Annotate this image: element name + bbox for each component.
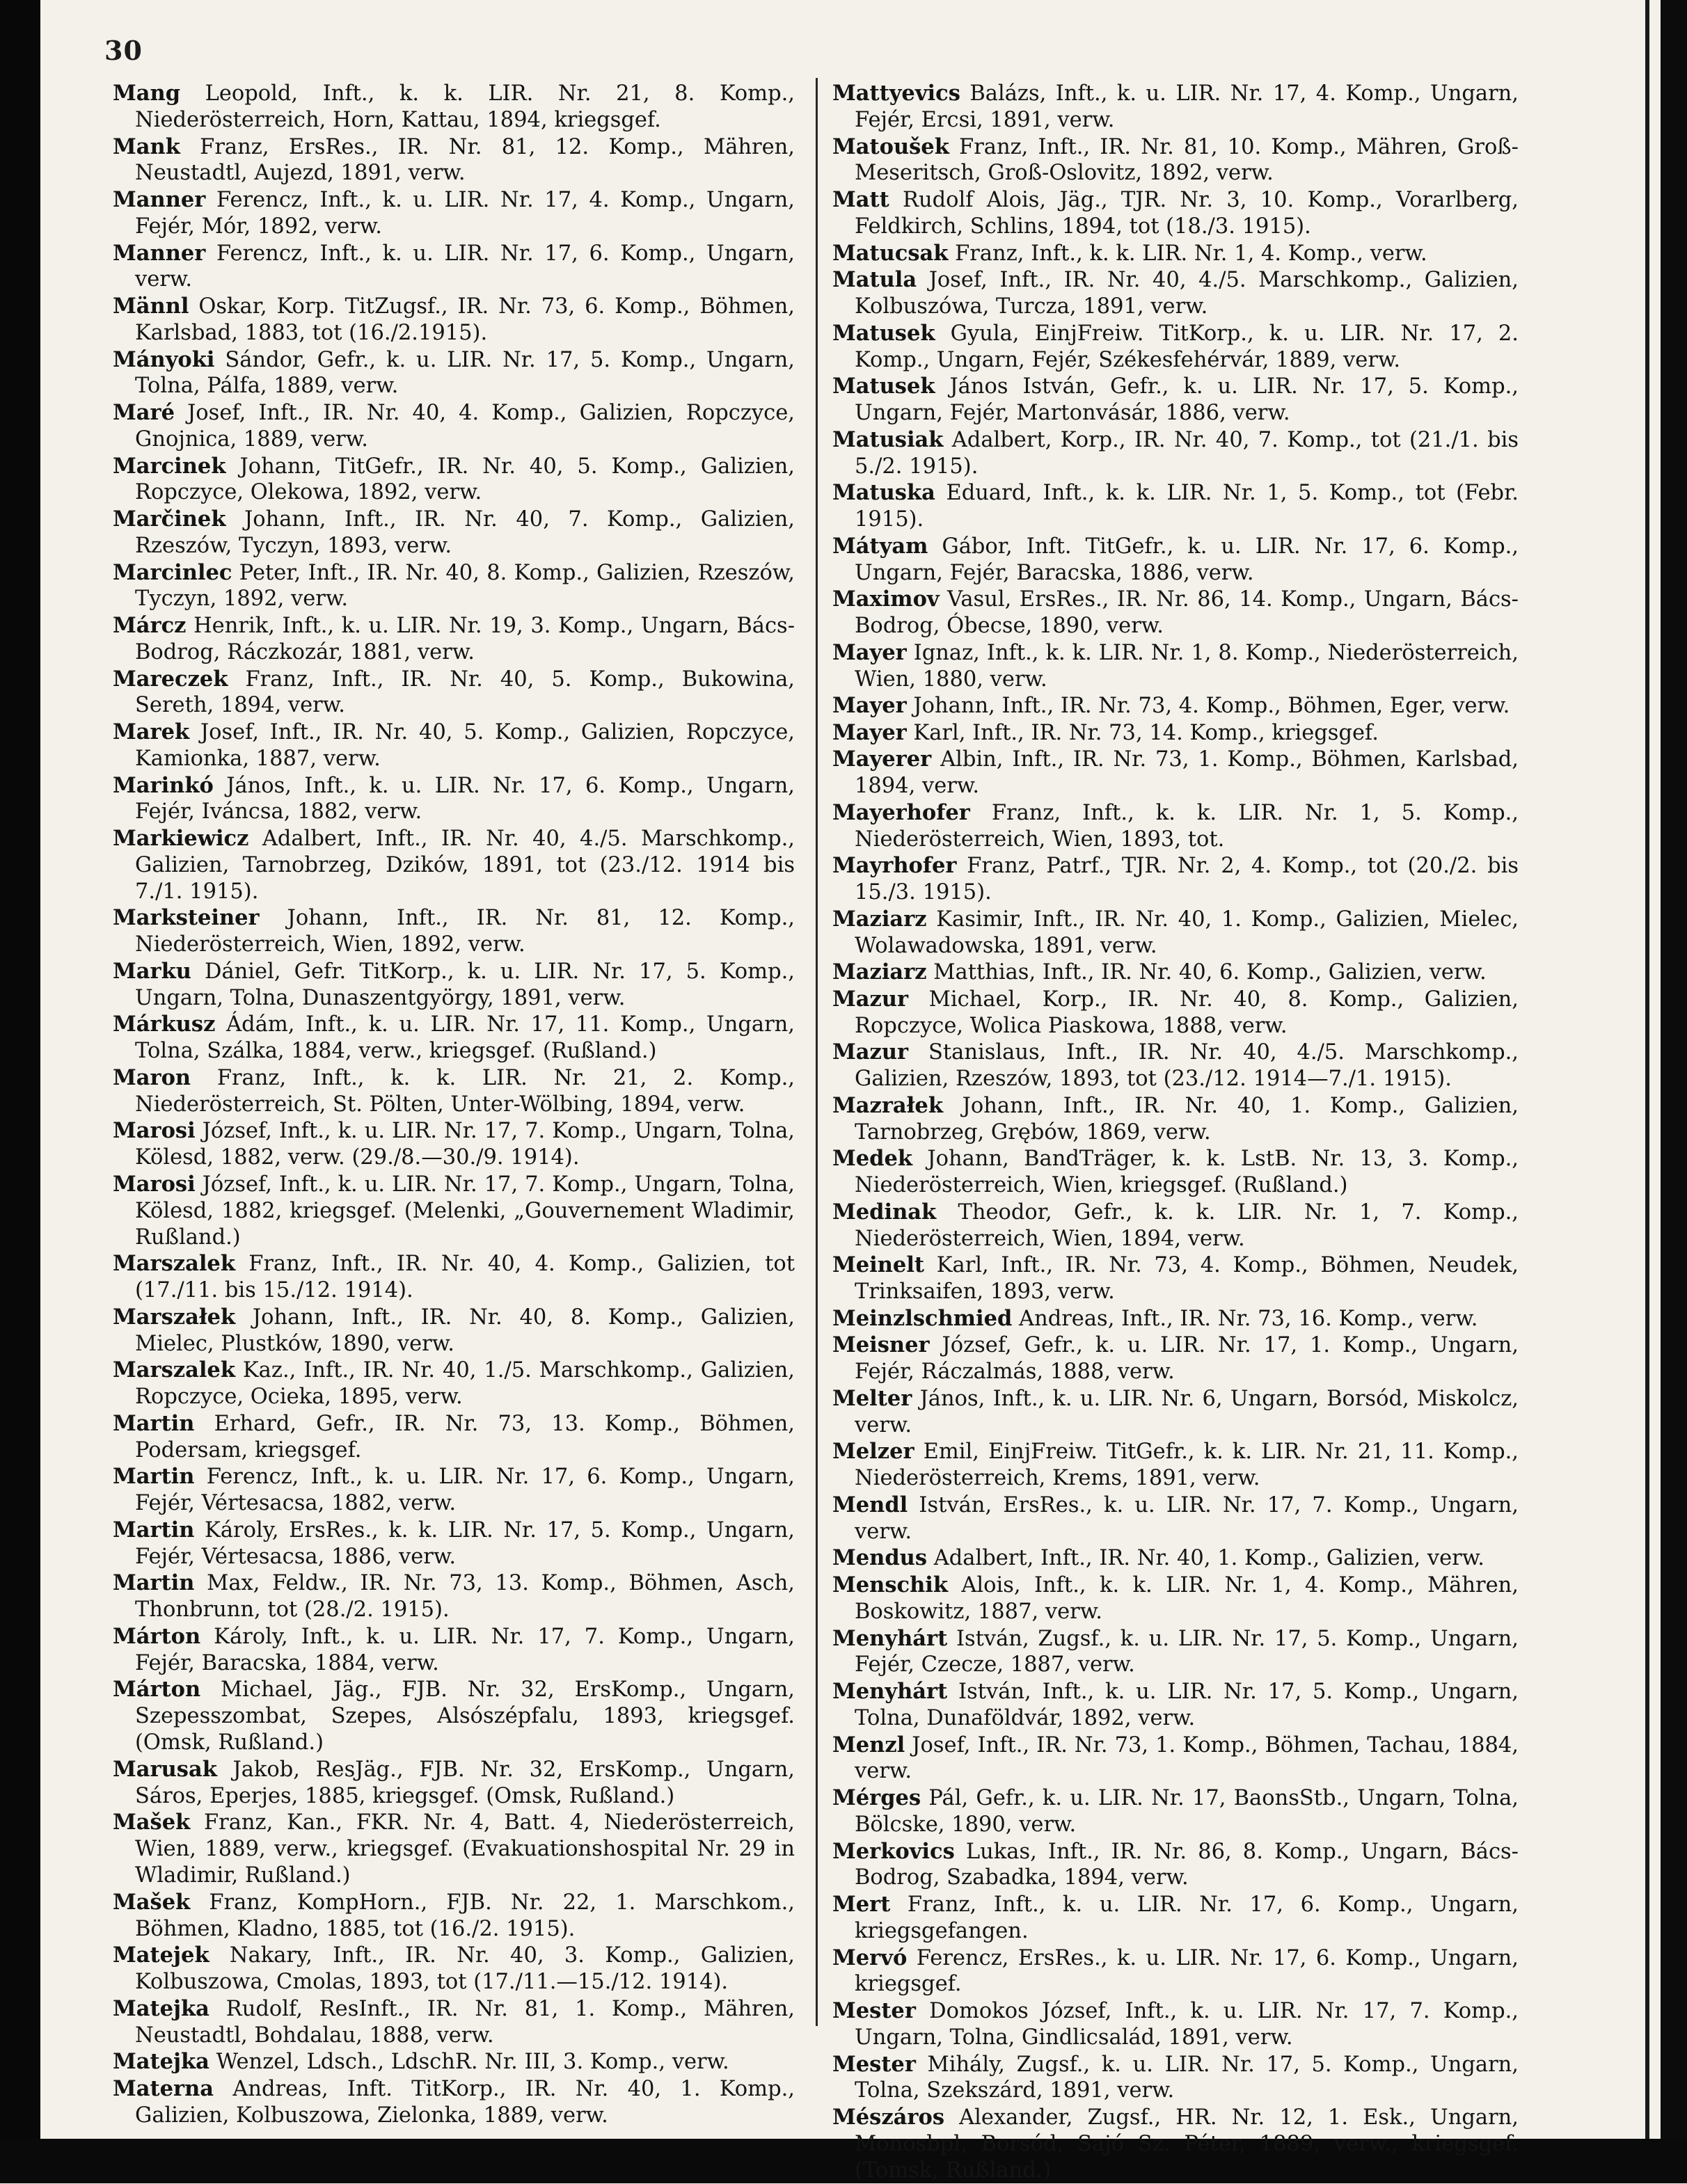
entry-surname: Marosi — [113, 1118, 196, 1144]
entry-details: Michael, Korp., IR. Nr. 40, 8. Komp., Galizien, Ropczyce, Wolica Piaskowa, 1888, verw. — [855, 987, 1519, 1038]
entry-details: Johann, Inft., IR. Nr. 40, 7. Komp., Galizien, Rzeszów, Tyczyn, 1893, verw. — [135, 507, 795, 558]
entry-details: Károly, Inft., k. u. LIR. Nr. 17, 7. Komp., Ungarn, Fejér, Baracska, 1884, verw. — [135, 1624, 795, 1675]
entry-surname: Matuska — [832, 480, 935, 506]
entry-details: Adalbert, Inft., IR. Nr. 40, 1. Komp., Galizien, verw. — [927, 1546, 1484, 1571]
list-entry — [832, 907, 1519, 959]
entry-details: Michael, Jäg., FJB. Nr. 32, ErsKomp., Ungarn, Szepesszombat, Szepes, Alsószépfalu, 1893, kriegsgef. (Omsk, Rußland.) — [135, 1677, 795, 1755]
list-entry — [832, 1892, 1519, 1945]
list-entry — [113, 507, 795, 559]
entry-details: Johann, TitGefr., IR. Nr. 40, 5. Komp., Galizien, Ropczyce, Olekowa, 1892, verw. — [135, 454, 795, 505]
entry-details: Franz, Inft., IR. Nr. 40, 5. Komp., Bukowina, Sereth, 1894, verw. — [135, 667, 795, 718]
entry-surname: Maron — [113, 1065, 191, 1090]
entry-details: Josef, Inft., IR. Nr. 40, 4. Komp., Galizien, Ropczyce, Gnojnica, 1889, verw. — [135, 401, 795, 452]
list-entry — [832, 747, 1519, 799]
entry-surname: Mester — [832, 1998, 916, 2024]
list-entry — [832, 1332, 1519, 1385]
entry-details: Gábor, Inft. TitGefr., k. u. LIR. Nr. 17, 6. Komp., Ungarn, Fejér, Baracska, 1886, verw. — [855, 534, 1519, 585]
entry-details: Ferencz, Inft., k. u. LIR. Nr. 17, 6. Komp., Ungarn, Fejér, Vértesacsa, 1882, verw. — [135, 1465, 795, 1516]
entry-surname: Martin — [113, 1517, 195, 1543]
entry-details: Franz, Patrf., TJR. Nr. 2, 4. Komp., tot (20./2. bis 15./3. 1915). — [855, 854, 1519, 905]
entry-details: Johann, Inft., IR. Nr. 40, 8. Komp., Galizien, Mielec, Plustków, 1890, verw. — [135, 1305, 795, 1356]
list-entry — [113, 347, 795, 400]
list-entry — [832, 853, 1519, 906]
entry-surname: Meisner — [832, 1332, 930, 1358]
entry-surname: Mayerhofer — [832, 799, 970, 825]
entry-surname: Márton — [113, 1623, 201, 1649]
entry-details: Alexander, Zugsf., HR. Nr. 12, 1. Esk., Ungarn, Monosbpl, Borsód, Sajó Sz. Péter, 1889, verw., kriegsgef. (Tomsk, Rußland.) — [855, 2105, 1519, 2183]
entry-details: Lukas, Inft., IR. Nr. 86, 8. Komp., Ungarn, Bács-Bodrog, Szabadka, 1894, verw. — [855, 1839, 1519, 1890]
list-entry — [113, 2076, 795, 2129]
entry-details: Ferencz, Inft., k. u. LIR. Nr. 17, 6. Komp., Ungarn, verw. — [135, 241, 795, 292]
entry-details: Rudolf, ResInft., IR. Nr. 81, 1. Komp., Mähren, Neustadtl, Bohdalau, 1888, verw. — [135, 1996, 795, 2048]
entry-surname: Mayrhofer — [832, 853, 957, 879]
scan-rule-right — [1645, 0, 1649, 2183]
entry-details: Franz, Inft., k. k. LIR. Nr. 1, 4. Komp., verw. — [948, 241, 1427, 266]
entry-surname: Mendus — [832, 1545, 928, 1571]
list-entry — [113, 294, 795, 346]
entry-surname: Mazur — [832, 986, 909, 1012]
entry-surname: Mank — [113, 134, 180, 159]
entry-surname: Matusek — [832, 374, 935, 399]
entry-details: Albin, Inft., IR. Nr. 73, 1. Komp., Böhmen, Karlsbad, 1894, verw. — [855, 747, 1519, 799]
entry-details: Eduard, Inft., k. k. LIR. Nr. 1, 5. Komp., tot (Febr. 1915). — [855, 481, 1519, 532]
entry-details: Vasul, ErsRes., IR. Nr. 86, 14. Komp., Ungarn, Bács-Bodrog, Óbecse, 1890, verw. — [855, 587, 1519, 638]
entry-details: Ferencz, ErsRes., k. u. LIR. Nr. 17, 6. Komp., Ungarn, kriegsgef. — [855, 1945, 1519, 1997]
entry-surname: Marčinek — [113, 507, 226, 532]
entry-details: Franz, Inft., k. k. LIR. Nr. 21, 2. Komp., Niederösterreich, St. Pölten, Unter-Wölbing, 1894, verw. — [135, 1065, 795, 1117]
entry-details: Franz, Kan., FKR. Nr. 4, Batt. 4, Niederösterreich, Wien, 1889, verw., kriegsgef. (Evakuationshospital Nr. 29 in Wladimir, Rußland.) — [135, 1810, 795, 1888]
entry-surname: Matusek — [832, 320, 935, 346]
entry-details: István, Zugsf., k. u. LIR. Nr. 17, 5. Komp., Ungarn, Fejér, Czecze, 1887, verw. — [855, 1626, 1519, 1677]
list-entry — [113, 1251, 795, 1304]
entry-surname: Meinelt — [832, 1252, 925, 1278]
entry-surname: Mérges — [832, 1785, 921, 1811]
list-entry — [113, 1065, 795, 1118]
entry-details: Franz, Inft., k. k. LIR. Nr. 1, 5. Komp., Niederösterreich, Wien, 1893, tot. — [855, 800, 1519, 852]
list-entry — [113, 1943, 795, 1995]
entry-surname: Matejka — [113, 2049, 209, 2075]
list-entry — [832, 1386, 1519, 1439]
scan-border-right — [1661, 0, 1687, 2183]
list-entry — [832, 1839, 1519, 1892]
entry-details: József, Inft., k. u. LIR. Nr. 17, 7. Komp., Ungarn, Tolna, Kölesd, 1882, kriegsgef. (Melenki, „Gouvernement Wladimir, Rußland.) — [135, 1172, 795, 1250]
entry-surname: Márkusz — [113, 1012, 216, 1037]
entry-surname: Markiewicz — [113, 826, 249, 851]
entry-details: Franz, Inft., IR. Nr. 81, 10. Komp., Mähren, Groß-Meseritsch, Groß-Oslovitz, 1892, verw. — [855, 134, 1519, 186]
entry-details: Johann, BandTräger, k. k. LstB. Nr. 13, 3. Komp., Niederösterreich, Wien, kriegsgef. (Rußland.) — [855, 1147, 1519, 1198]
entry-surname: Marinkó — [113, 772, 214, 798]
entry-details: Pál, Gefr., k. u. LIR. Nr. 17, BaonsStb., Ungarn, Tolna, Bölcske, 1890, verw. — [855, 1786, 1519, 1837]
entry-surname: Mester — [832, 2051, 916, 2077]
entry-details: Josef, Inft., IR. Nr. 40, 5. Komp., Galizien, Ropczyce, Kamionka, 1887, verw. — [135, 720, 795, 771]
list-entry — [832, 587, 1519, 639]
entry-details: Domokos József, Inft., k. u. LIR. Nr. 17, 7. Komp., Ungarn, Tolna, Gindlicsalád, 1891, verw. — [855, 1999, 1519, 2050]
entry-surname: Medek — [832, 1146, 913, 1172]
list-entry — [832, 1732, 1519, 1785]
entry-surname: Menyhárt — [832, 1625, 948, 1651]
scan-border-left — [0, 0, 40, 2183]
entry-details: Dániel, Gefr. TitKorp., k. u. LIR. Nr. 17, 5. Komp., Ungarn, Tolna, Dunaszentgyörgy, 1891, verw. — [135, 959, 795, 1010]
list-entry — [113, 1570, 795, 1623]
entry-details: Nakary, Inft., IR. Nr. 40, 3. Komp., Galizien, Kolbuszowa, Cmolas, 1893, tot (17./11.—15./12. 1914). — [135, 1943, 795, 1995]
list-entry — [113, 560, 795, 613]
list-entry — [832, 1039, 1519, 1092]
entry-details: Henrik, Inft., k. u. LIR. Nr. 19, 3. Komp., Ungarn, Bács-Bodrog, Ráczkozár, 1881, verw. — [135, 614, 795, 664]
entry-surname: Medinak — [832, 1199, 937, 1225]
entry-details: Josef, Inft., IR. Nr. 40, 4./5. Marschkomp., Galizien, Kolbuszówa, Turcza, 1891, verw. — [855, 268, 1519, 319]
list-entry — [832, 187, 1519, 240]
entry-details: Max, Feldw., IR. Nr. 73, 13. Komp., Böhmen, Asch, Thonbrunn, tot (28./2. 1915). — [135, 1571, 795, 1623]
entry-surname: Manner — [113, 240, 206, 266]
list-entry — [832, 81, 1519, 134]
entry-surname: Matusiak — [832, 427, 944, 452]
entry-surname: Männl — [113, 294, 189, 319]
entry-surname: Maziarz — [832, 906, 927, 932]
entry-details: Ignaz, Inft., k. k. LIR. Nr. 1, 8. Komp., Niederösterreich, Wien, 1880, verw. — [855, 640, 1519, 692]
list-entry — [113, 1411, 795, 1464]
list-entry — [113, 454, 795, 507]
entry-surname: Martin — [113, 1570, 195, 1596]
entry-details: Andreas, Inft. TitKorp., IR. Nr. 40, 1. Komp., Galizien, Kolbuszowa, Zielonka, 1889, verw. — [135, 2076, 795, 2128]
entry-details: Kaz., Inft., IR. Nr. 40, 1./5. Marschkomp., Galizien, Ropczyce, Ocieka, 1895, verw. — [135, 1358, 795, 1410]
list-entry — [832, 321, 1519, 374]
entry-surname: Matejek — [113, 1943, 209, 1968]
entry-surname: Márton — [113, 1677, 201, 1703]
entry-surname: Mang — [113, 81, 181, 106]
entry-surname: Marszalek — [113, 1357, 235, 1383]
entry-details: Franz, KompHorn., FJB. Nr. 22, 1. Marschkom., Böhmen, Kladno, 1885, tot (16./2. 1915). — [135, 1890, 795, 1941]
page-number: 30 — [104, 35, 143, 66]
list-entry — [113, 134, 795, 187]
entry-details: Andreas, Inft., IR. Nr. 73, 16. Komp., verw. — [1012, 1306, 1478, 1331]
entry-details: Sándor, Gefr., k. u. LIR. Nr. 17, 5. Komp., Ungarn, Tolna, Pálfa, 1889, verw. — [135, 347, 795, 399]
list-entry — [113, 959, 795, 1012]
list-entry — [832, 1492, 1519, 1545]
list-entry — [113, 1624, 795, 1677]
list-entry — [113, 1118, 795, 1171]
list-entry — [113, 826, 795, 905]
entry-surname: Marusak — [113, 1756, 217, 1782]
entry-details: Franz, Inft., k. u. LIR. Nr. 17, 6. Komp., Ungarn, kriegsgefangen. — [855, 1892, 1519, 1943]
list-entry — [113, 1996, 795, 2049]
entry-details: Matthias, Inft., IR. Nr. 40, 6. Komp., Galizien, verw. — [926, 960, 1487, 985]
list-entry — [832, 693, 1519, 719]
entry-surname: Marszałek — [113, 1304, 236, 1330]
entry-surname: Marksteiner — [113, 905, 260, 931]
entry-details: Johann, Inft., IR. Nr. 73, 4. Komp., Böhmen, Eger, verw. — [906, 694, 1510, 719]
entry-details: Theodor, Gefr., k. k. LIR. Nr. 1, 7. Komp., Niederösterreich, Wien, 1894, verw. — [855, 1199, 1519, 1251]
list-entry — [832, 1785, 1519, 1838]
entry-surname: Matoušek — [832, 134, 949, 159]
list-entry — [832, 1998, 1519, 2051]
entry-surname: Menschik — [832, 1572, 948, 1598]
column-divider — [816, 78, 818, 2026]
entry-surname: Mattyevics — [832, 81, 960, 106]
entry-surname: Maziarz — [832, 959, 927, 985]
entry-surname: Materna — [113, 2075, 214, 2101]
list-entry — [832, 959, 1519, 986]
entry-details: István, Inft., k. u. LIR. Nr. 17, 5. Komp., Ungarn, Tolna, Dunaföldvár, 1892, verw. — [855, 1680, 1519, 1730]
entry-surname: Manner — [113, 187, 206, 212]
entry-surname: Mareczek — [113, 666, 228, 692]
entry-details: Balázs, Inft., k. u. LIR. Nr. 17, 4. Komp., Ungarn, Fejér, Ercsi, 1891, verw. — [855, 81, 1519, 132]
entry-details: Ádám, Inft., k. u. LIR. Nr. 17, 11. Komp., Ungarn, Tolna, Szálka, 1884, verw., kriegsgef. (Rußland.) — [135, 1012, 795, 1064]
list-entry — [113, 719, 795, 772]
entry-surname: Marszalek — [113, 1251, 235, 1277]
entry-details: Franz, ErsRes., IR. Nr. 81, 12. Komp., Mähren, Neustadtl, Aujezd, 1891, verw. — [135, 134, 795, 186]
entry-surname: Matucsak — [832, 240, 949, 266]
entry-surname: Menzl — [832, 1732, 905, 1757]
list-entry — [113, 1357, 795, 1410]
entry-details: Adalbert, Inft., IR. Nr. 40, 4./5. Marschkomp., Galizien, Tarnobrzeg, Dzików, 1891, tot (23./12. 1914 bis 7./1. 1915). — [135, 827, 795, 904]
entry-surname: Matula — [832, 267, 917, 293]
list-entry — [113, 2049, 795, 2075]
entry-surname: Matt — [832, 187, 889, 212]
entry-surname: Mányoki — [113, 346, 215, 372]
entry-surname: Marcinek — [113, 453, 226, 479]
entry-details: Johann, Inft., IR. Nr. 40, 1. Komp., Galizien, Tarnobrzeg, Grębów, 1869, verw. — [855, 1093, 1519, 1145]
list-entry — [113, 187, 795, 240]
entry-surname: Mayer — [832, 719, 907, 745]
list-entry — [832, 640, 1519, 693]
list-entry — [113, 1677, 795, 1756]
list-entry — [832, 1945, 1519, 1998]
entry-details: Erhard, Gefr., IR. Nr. 73, 13. Komp., Böhmen, Podersam, kriegsgef. — [135, 1411, 795, 1462]
entry-details: Jakob, ResJäg., FJB. Nr. 32, ErsKomp., Ungarn, Sáros, Eperjes, 1885, kriegsgef. (Omsk, Rußland.) — [135, 1757, 795, 1808]
entry-surname: Maré — [113, 400, 175, 425]
list-entry — [832, 480, 1519, 533]
list-entry — [832, 427, 1519, 480]
entry-details: István, ErsRes., k. u. LIR. Nr. 17, 7. Komp., Ungarn, verw. — [855, 1492, 1519, 1544]
entry-details: József, Inft., k. u. LIR. Nr. 17, 7. Komp., Ungarn, Tolna, Kölesd, 1882, verw. (29./8.—30./9. 1914). — [135, 1119, 795, 1170]
entry-details: Mihály, Zugsf., k. u. LIR. Nr. 17, 5. Komp., Ungarn, Tolna, Szekszárd, 1891, verw. — [855, 2052, 1519, 2103]
list-entry — [832, 1146, 1519, 1199]
list-entry — [832, 1093, 1519, 1146]
entry-details: Karl, Inft., IR. Nr. 73, 4. Komp., Böhmen, Neudek, Trinksaifen, 1893, verw. — [855, 1253, 1519, 1305]
entry-surname: Merkovics — [832, 1838, 955, 1864]
list-entry — [832, 1306, 1519, 1332]
entry-surname: Melzer — [832, 1439, 914, 1465]
entry-surname: Martin — [113, 1410, 195, 1436]
entry-details: János, Inft., k. u. LIR. Nr. 17, 6. Komp., Ungarn, Fejér, Iváncsa, 1882, verw. — [135, 773, 795, 824]
entry-surname: Mašek — [113, 1889, 191, 1915]
entry-details: Leopold, Inft., k. k. LIR. Nr. 21, 8. Komp., Niederösterreich, Horn, Kattau, 1894, kriegsgef. — [135, 81, 795, 132]
entry-details: Peter, Inft., IR. Nr. 40, 8. Komp., Galizien, Rzeszów, Tyczyn, 1892, verw. — [135, 560, 795, 612]
entry-surname: Mazrałek — [832, 1092, 943, 1118]
list-entry — [832, 241, 1519, 267]
list-entry — [832, 2105, 1519, 2184]
list-entry — [113, 667, 795, 719]
entry-surname: Mészáros — [832, 2105, 945, 2130]
entry-surname: Matejka — [113, 1995, 209, 2021]
list-entry — [832, 1252, 1519, 1305]
entry-details: Karl, Inft., IR. Nr. 73, 14. Komp., kriegsgef. — [906, 720, 1379, 745]
left-column — [113, 81, 795, 2129]
list-entry — [113, 400, 795, 453]
list-entry — [832, 534, 1519, 587]
entry-details: Ferencz, Inft., k. u. LIR. Nr. 17, 4. Komp., Ungarn, Fejér, Mór, 1892, verw. — [135, 188, 795, 239]
entry-details: Johann, Inft., IR. Nr. 81, 12. Komp., Niederösterreich, Wien, 1892, verw. — [135, 906, 795, 957]
entry-details: Wenzel, Ldsch., LdschR. Nr. III, 3. Komp., verw. — [209, 2050, 729, 2075]
entry-surname: Maximov — [832, 587, 940, 612]
entry-details: Josef, Inft., IR. Nr. 73, 1. Komp., Böhmen, Tachau, 1884, verw. — [855, 1732, 1519, 1784]
entry-surname: Mayer — [832, 639, 907, 665]
list-entry — [832, 1439, 1519, 1492]
right-column — [832, 81, 1519, 2184]
list-entry — [113, 1757, 795, 1810]
entry-details: Oskar, Korp. TitZugsf., IR. Nr. 73, 6. Komp., Böhmen, Karlsbad, 1883, tot (16./2.1915). — [135, 294, 795, 345]
list-entry — [832, 1545, 1519, 1572]
list-entry — [832, 720, 1519, 747]
entry-details: Gyula, EinjFreiw. TitKorp., k. u. LIR. Nr. 17, 2. Komp., Ungarn, Fejér, Székesfehérvár, 1889, verw. — [855, 321, 1519, 372]
entry-details: Stanislaus, Inft., IR. Nr. 40, 4./5. Marschkomp., Galizien, Rzeszów, 1893, tot (23./12. 1914—7./1. 1915). — [855, 1040, 1519, 1092]
list-entry — [832, 987, 1519, 1039]
entry-surname: Melter — [832, 1385, 912, 1411]
entry-surname: Mayer — [832, 693, 907, 719]
entry-surname: Mayerer — [832, 747, 932, 772]
entry-surname: Marosi — [113, 1171, 196, 1197]
list-entry — [113, 1464, 795, 1517]
entry-details: Franz, Inft., IR. Nr. 40, 4. Komp., Galizien, tot (17./11. bis 15./12. 1914). — [135, 1252, 795, 1303]
entry-details: József, Gefr., k. u. LIR. Nr. 17, 1. Komp., Ungarn, Fejér, Ráczalmás, 1888, verw. — [855, 1333, 1519, 1385]
list-entry — [113, 1172, 795, 1251]
list-entry — [832, 1199, 1519, 1252]
entry-surname: Menyhárt — [832, 1679, 948, 1705]
entry-surname: Mátyam — [832, 533, 928, 559]
list-entry — [113, 81, 795, 134]
entry-details: Rudolf Alois, Jäg., TJR. Nr. 3, 10. Komp., Vorarlberg, Feldkirch, Schlins, 1894, tot (18./3. 1915). — [855, 188, 1519, 239]
list-entry — [832, 1626, 1519, 1679]
entry-surname: Marku — [113, 958, 191, 984]
list-entry — [832, 800, 1519, 853]
list-entry — [113, 1890, 795, 1943]
list-entry — [832, 1679, 1519, 1732]
entry-surname: Mendl — [832, 1492, 908, 1517]
entry-surname: Marek — [113, 719, 190, 744]
list-entry — [113, 613, 795, 666]
entry-surname: Mazur — [832, 1039, 909, 1065]
entry-surname: Martin — [113, 1464, 195, 1490]
list-entry — [832, 374, 1519, 427]
entry-surname: Mert — [832, 1892, 891, 1918]
entry-details: Kasimir, Inft., IR. Nr. 40, 1. Komp., Galizien, Mielec, Wolawadowska, 1891, verw. — [855, 907, 1519, 958]
list-entry — [832, 1572, 1519, 1625]
entry-surname: Mervó — [832, 1945, 908, 1970]
entry-surname: Mašek — [113, 1810, 191, 1835]
entry-surname: Márcz — [113, 613, 187, 638]
list-entry — [113, 773, 795, 826]
entry-surname: Meinzlschmied — [832, 1305, 1013, 1331]
entry-details: János, Inft., k. u. LIR. Nr. 6, Ungarn, Borsód, Miskolcz, verw. — [855, 1386, 1519, 1437]
list-entry — [832, 134, 1519, 187]
list-entry — [113, 905, 795, 958]
list-entry — [113, 1305, 795, 1357]
entry-details: Alois, Inft., k. k. LIR. Nr. 1, 4. Komp., Mähren, Boskowitz, 1887, verw. — [855, 1573, 1519, 1624]
entry-details: Adalbert, Korp., IR. Nr. 40, 7. Komp., tot (21./1. bis 5./2. 1915). — [855, 427, 1519, 479]
list-entry — [113, 1012, 795, 1065]
entry-surname: Marcinlec — [113, 559, 232, 585]
list-entry — [113, 1517, 795, 1570]
entry-details: Emil, EinjFreiw. TitGefr., k. k. LIR. Nr. 21, 11. Komp., Niederösterreich, Krems, 1891, verw. — [855, 1440, 1519, 1491]
entry-details: János István, Gefr., k. u. LIR. Nr. 17, 5. Komp., Ungarn, Fejér, Martonvásár, 1886, verw. — [855, 374, 1519, 425]
list-entry — [113, 1810, 795, 1889]
list-entry — [832, 267, 1519, 320]
list-entry — [832, 2052, 1519, 2105]
entry-details: Károly, ErsRes., k. k. LIR. Nr. 17, 5. Komp., Ungarn, Fejér, Vértesacsa, 1886, verw. — [135, 1517, 795, 1569]
list-entry — [113, 241, 795, 294]
